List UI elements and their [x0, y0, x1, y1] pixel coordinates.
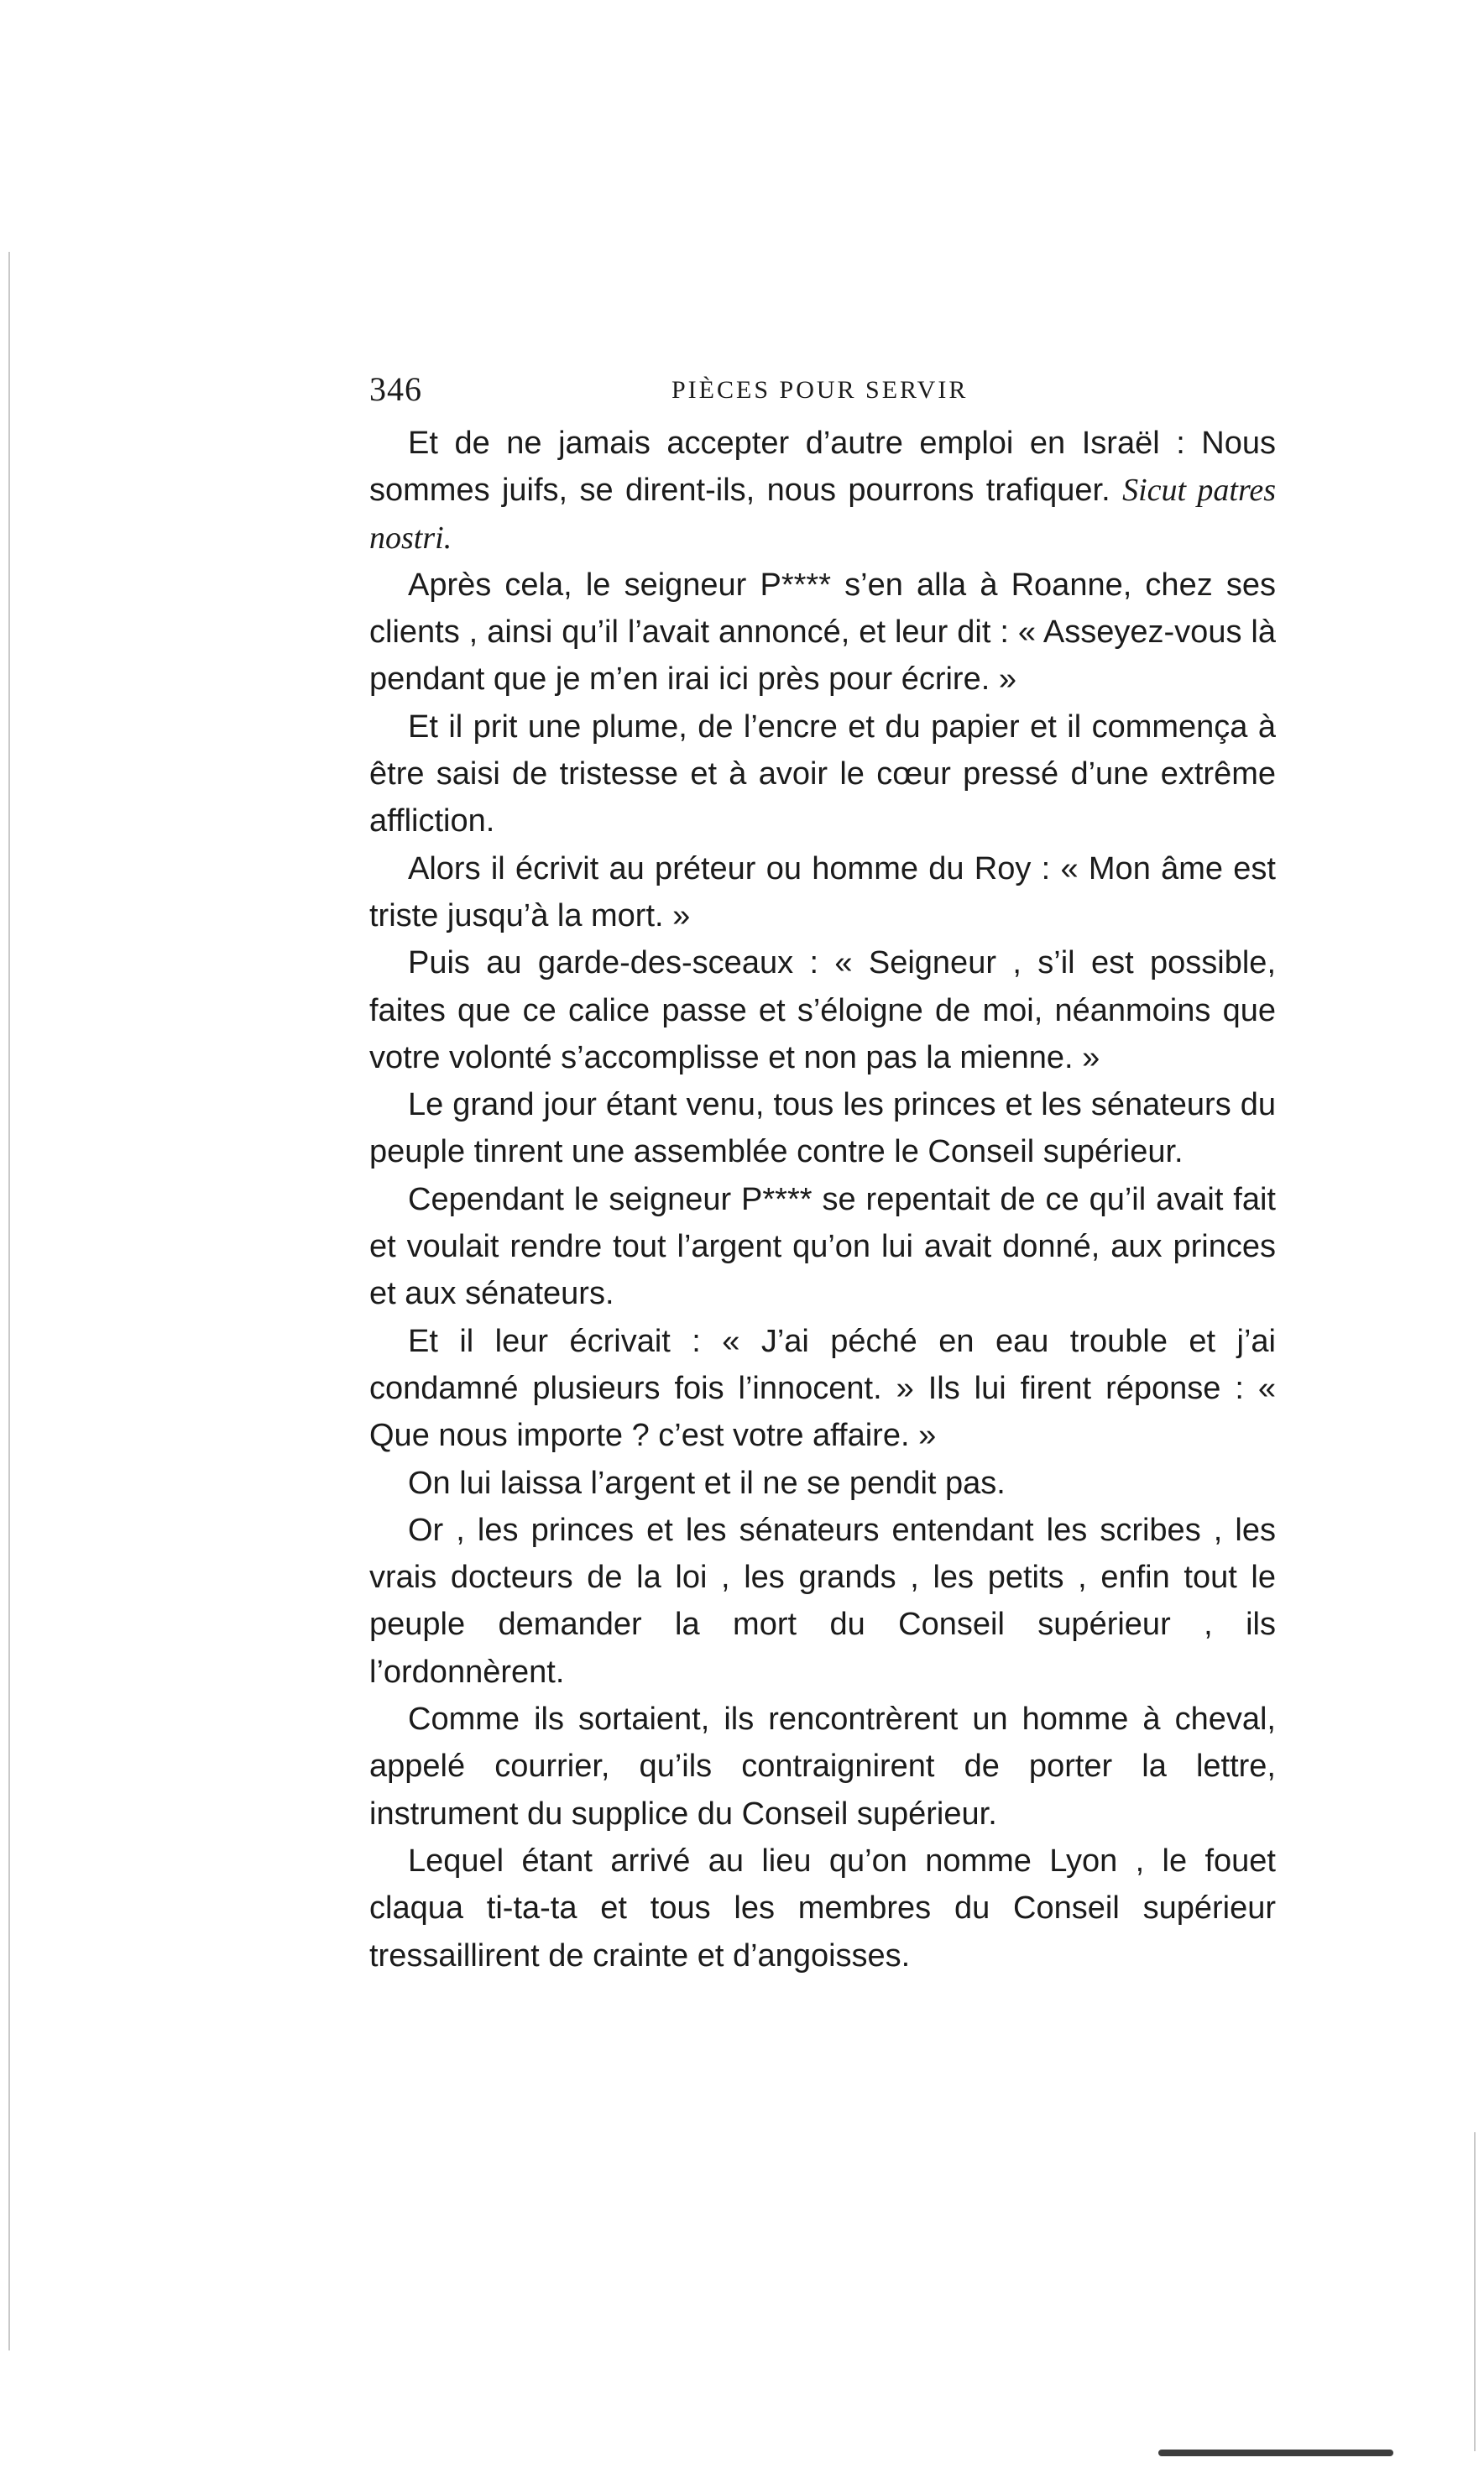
paragraph-text: Et de ne jamais accepter d’autre emploi en Israël : Nous sommes juifs, se dirent-ils, nous pourrons trafiquer. [369, 426, 1276, 509]
paragraph: Puis au garde-des-sceaux : « Seigneur , s’il est possible, faites que ce calice passe et s’éloigne de moi, néanmoins que votre volonté s’accomplisse et non pas la mienne. » [369, 945, 1276, 1075]
scan-margin-left [8, 252, 10, 2350]
scan-margin-right [1474, 2132, 1476, 2451]
paragraph: Or , les princes et les sénateurs entendant les scribes , les vrais docteurs de la loi , les grands , les petits , enfin tout le peuple demander la mort du Conseil supérieur , ils l’ordonnèrent. [369, 1512, 1276, 1690]
page-header [369, 361, 1276, 411]
paragraph: On lui laissa l’argent et il ne se pendit pas. [408, 1465, 1006, 1501]
scan-edge-mark [1158, 2450, 1393, 2456]
paragraph: Après cela, le seigneur P**** s’en alla à Roanne, chez ses clients , ainsi qu’il l’avait annoncé, et leur dit : « Asseyez-vous là pendant que je m’en irai ici près pour écrire. » [369, 567, 1276, 698]
paragraph: Comme ils sortaient, ils rencontrèrent un homme à cheval, appelé courrier, qu’ils contraignirent de porter la lettre, instrument du supplice du Conseil supérieur. [369, 1702, 1276, 1832]
paragraph: Alors il écrivit au préteur ou homme du Roy : « Mon âme est triste jusqu’à la mort. » [369, 850, 1276, 933]
paragraph: Le grand jour étant venu, tous les princes et les sénateurs du peuple tinrent une assemblée contre le Conseil supérieur. [369, 1087, 1276, 1170]
paragraph: Et il prit une plume, de l’encre et du papier et il commença à être saisi de tristesse et à avoir le cœur pressé d’une extrême affliction. [369, 709, 1276, 839]
running-head: PIÈCES POUR SERVIR [671, 376, 969, 404]
paragraph: Et il leur écrivait : « J’ai péché en eau trouble et j’ai condamné plusieurs fois l’innocent. » Ils lui firent réponse : « Que nous importe ? c’est votre affaire. » [369, 1323, 1276, 1454]
paragraph: Cependant le seigneur P**** se repentait de ce qu’il avait fait et voulait rendre tout l’argent qu’on lui avait donné, aux princes et aux sénateurs. [369, 1181, 1276, 1312]
body-text [369, 420, 1276, 1979]
page-number: 346 [369, 370, 422, 408]
paragraph [369, 420, 1276, 562]
paragraph: Lequel étant arrivé au lieu qu’on nomme Lyon , le fouet claqua ti-ta-ta et tous les membres du Conseil supérieur tressaillirent de crainte et d’angoisses. [369, 1843, 1276, 1974]
latin-quote: Sicut patres nostri. [369, 473, 1276, 556]
